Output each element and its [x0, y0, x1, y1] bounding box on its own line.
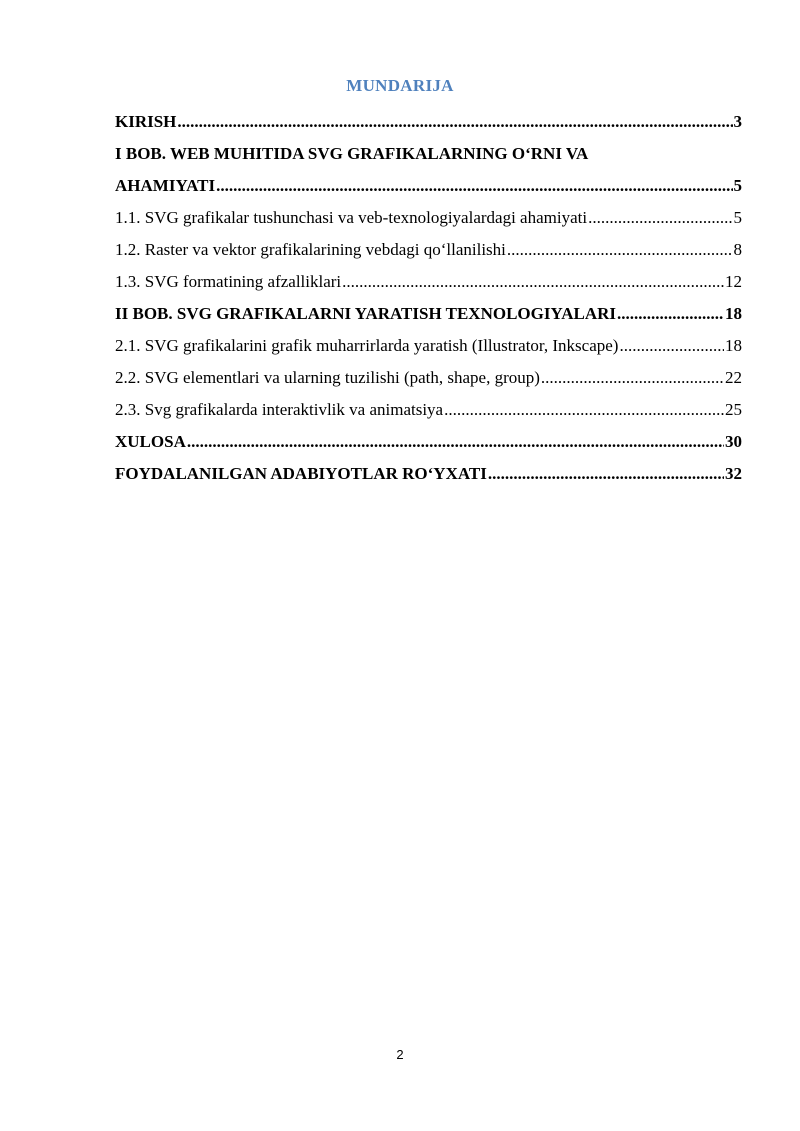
toc-entry-label: FOYDALANILGAN ADABIYOTLAR RO‘YXATI: [115, 464, 487, 483]
toc-dot-leader: [488, 458, 724, 490]
toc-entry-page: 32: [725, 464, 742, 483]
toc-entry[interactable]: [115, 362, 742, 394]
toc-entry-label: 1.1. SVG grafikalar tushunchasi va veb-texnologiyalardagi ahamiyati: [115, 208, 588, 227]
toc-entry-label: 2.2. SVG elementlari va ularning tuzilishi (path, shape, group): [115, 368, 540, 387]
toc-entry-label: 1.3. SVG formatining afzalliklari: [115, 272, 342, 291]
toc-dot-leader: [588, 202, 732, 234]
toc-entry[interactable]: [115, 394, 742, 426]
toc-entry-label: 2.1. SVG grafikalarini grafik muharrirlarda yaratish (Illustrator, Inkscape): [115, 336, 619, 355]
toc-entry-page: 3: [733, 112, 742, 131]
table-of-contents: [115, 106, 742, 490]
toc-entry-page: 22: [725, 368, 742, 387]
toc-entry[interactable]: [115, 138, 742, 170]
toc-entry-page: 18: [725, 336, 742, 355]
toc-entry[interactable]: [115, 458, 742, 490]
toc-entry-label: KIRISH: [115, 112, 177, 131]
toc-dot-leader: [216, 170, 732, 202]
toc-entry[interactable]: [115, 330, 742, 362]
toc-entry-page: 5: [733, 208, 742, 227]
page-title: MUNDARIJA: [346, 76, 454, 95]
toc-entry-label: 1.2. Raster va vektor grafikalarining vebdagi qo‘llanilishi: [115, 240, 506, 259]
toc-entry[interactable]: [115, 426, 742, 458]
toc-entry[interactable]: [115, 202, 742, 234]
toc-dot-leader: [619, 330, 724, 362]
toc-entry-label: XULOSA: [115, 432, 186, 451]
toc-entry[interactable]: [115, 170, 742, 202]
toc-dot-leader: [444, 394, 724, 426]
page-number: 2: [396, 1047, 404, 1062]
toc-dot-leader: [187, 426, 724, 458]
toc-entry-label: 2.3. Svg grafikalarda interaktivlik va animatsiya: [115, 400, 444, 419]
toc-entry-page: 25: [725, 400, 742, 419]
toc-entry[interactable]: [115, 234, 742, 266]
toc-entry[interactable]: [115, 106, 742, 138]
toc-dot-leader: [177, 106, 732, 138]
toc-entry-page: 18: [725, 304, 742, 323]
toc-entry-page: 12: [725, 272, 742, 291]
toc-dot-leader: [617, 298, 724, 330]
toc-entry-label: II BOB. SVG GRAFIKALARNI YARATISH TEXNOLOGIYALARI: [115, 304, 616, 323]
toc-entry-label: AHAMIYATI: [115, 176, 216, 195]
toc-dot-leader: [507, 234, 733, 266]
toc-dot-leader: [541, 362, 724, 394]
toc-entry-page: 5: [733, 176, 742, 195]
toc-entry-page: 30: [725, 432, 742, 451]
toc-entry[interactable]: [115, 298, 742, 330]
toc-dot-leader: [342, 266, 724, 298]
toc-entry[interactable]: [115, 266, 742, 298]
toc-entry-page: 8: [733, 240, 742, 259]
toc-entry-label: I BOB. WEB MUHITIDA SVG GRAFIKALARNING O‘RNI VA: [115, 144, 589, 163]
